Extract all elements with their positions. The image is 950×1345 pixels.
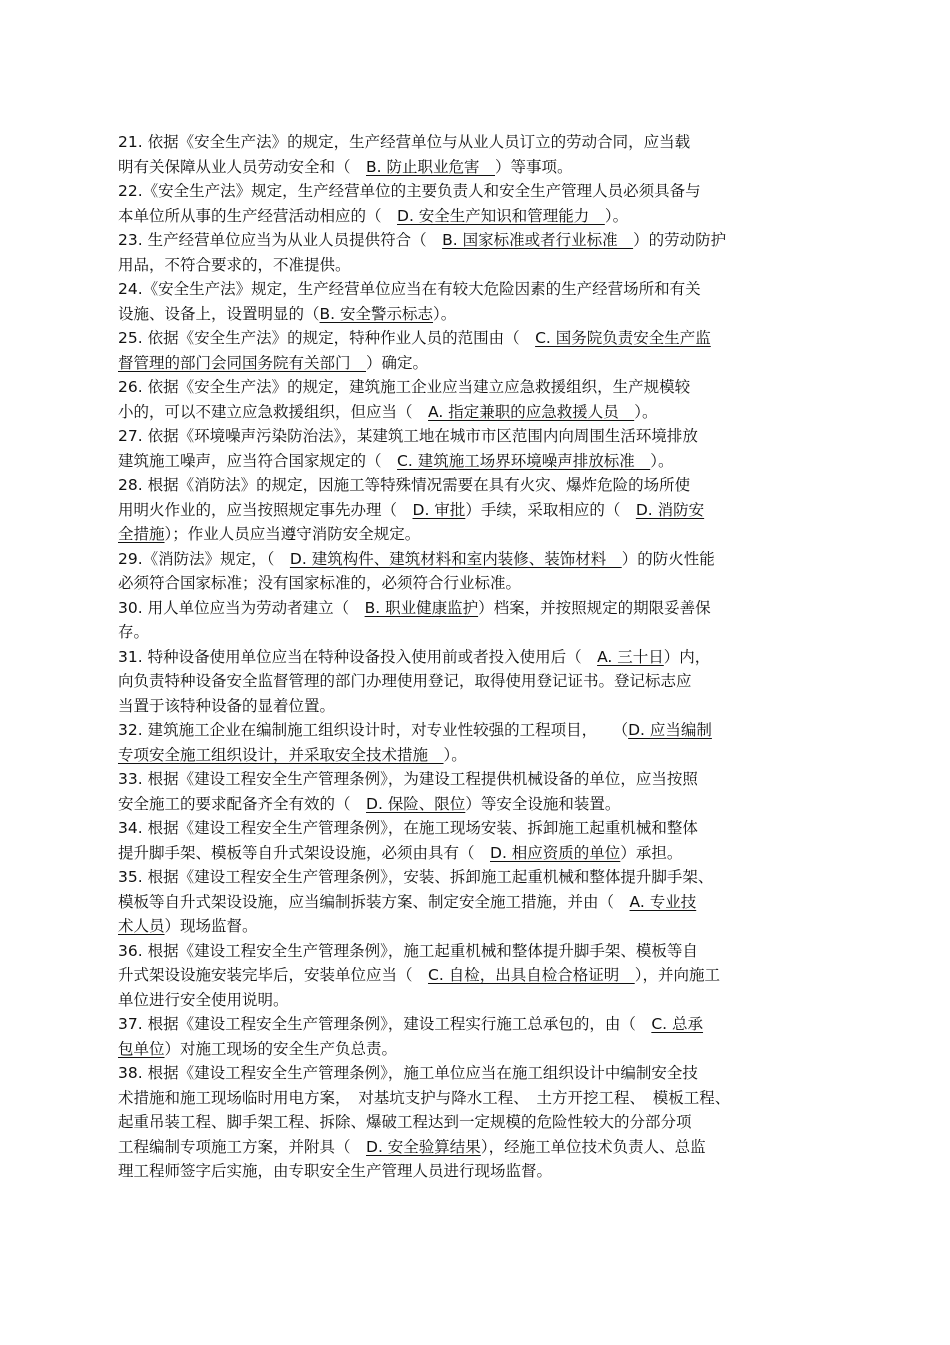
answer-text: D. 保险、限位: [366, 794, 466, 813]
question-text: 22.《安全生产法》规定，生产经营单位的主要负责人和安全生产管理人员必须具备与: [118, 182, 701, 200]
question-text: 36. 根据《建设工程安全生产管理条例》，施工起重机械和整体提升脚手架、模板等自: [118, 941, 698, 960]
question-36: [118, 939, 834, 1013]
question-29: [118, 547, 834, 596]
question-line: [118, 130, 834, 155]
question-line: [118, 571, 834, 596]
question-text: 提升脚手架、模板等自升式架设设施，必须由具有（: [118, 843, 491, 862]
question-text: ）。: [604, 206, 629, 225]
question-25: [118, 326, 834, 375]
question-line: [118, 792, 834, 817]
question-text: ）等安全设施和装置。: [465, 794, 621, 813]
question-line: [118, 1086, 834, 1111]
question-text: 升式架设设施安装完毕后，安装单位应当（: [118, 966, 429, 984]
question-line: [118, 1037, 834, 1062]
question-text: 23. 生产经营单位应当为从业人员提供符合（: [118, 231, 443, 249]
answer-text: D. 消防安: [635, 500, 705, 519]
question-line: [118, 228, 834, 253]
question-text: 31. 特种设备使用单位应当在特种设备投入使用前或者投入使用后（: [118, 647, 598, 666]
question-text: 本单位所从事的生产经营活动相应的（: [118, 206, 398, 225]
question-line: [118, 743, 834, 768]
answer-text: B. 防止职业危害: [366, 157, 496, 176]
question-line: [118, 547, 834, 572]
question-text: 28. 根据《消防法》的规定，因施工等特殊情况需要在具有火灾、爆炸危险的场所使: [118, 476, 691, 494]
question-line: [118, 963, 834, 988]
question-text: 35. 根据《建设工程安全生产管理条例》，安装、拆卸施工起重机械和整体提升脚手架、: [118, 868, 714, 886]
question-35: [118, 865, 834, 939]
answer-text: C. 自检，出具自检合格证明: [428, 966, 635, 984]
question-line: [118, 473, 834, 498]
question-text: ）对施工现场的安全生产负总责。: [164, 1039, 398, 1058]
question-text: 34. 根据《建设工程安全生产管理条例》，在施工现场安装、拆卸施工起重机械和整体: [118, 819, 698, 837]
answer-text: 专项安全施工组织设计，并采取安全技术措施: [118, 745, 444, 764]
question-line: [118, 1061, 834, 1086]
question-line: [118, 522, 834, 547]
question-text: 当置于该特种设备的显着位置。: [118, 696, 336, 715]
question-line: [118, 914, 834, 939]
question-text: 起重吊装工程、脚手架工程、拆除、爆破工程达到一定规模的危险性较大的分部分项: [118, 1113, 692, 1131]
question-line: [118, 718, 834, 743]
question-text: 37. 根据《建设工程安全生产管理条例》，建设工程实行施工总承包的，由（: [118, 1015, 652, 1033]
question-text: 27. 依据《环境噪声污染防治法》，某建筑工地在城市市区范围内向周围生活环境排放: [118, 427, 698, 445]
question-list: [118, 130, 834, 1184]
question-text: ）。: [433, 304, 457, 323]
question-line: [118, 669, 834, 694]
question-line: [118, 694, 834, 719]
question-text: ）档案，并按照规定的期限妥善保: [478, 598, 711, 617]
question-line: [118, 841, 834, 866]
question-38: [118, 1061, 834, 1184]
question-text: 安全施工的要求配备齐全有效的（: [118, 794, 367, 813]
question-33: [118, 767, 834, 816]
answer-text: A. 专业技: [629, 892, 697, 911]
question-line: [118, 277, 834, 302]
question-text: 小的，可以不建立应急救援组织，但应当（: [118, 402, 429, 421]
question-text: ）的防火性能: [621, 549, 715, 568]
answer-text: 督管理的部门会同国务院有关部门: [118, 353, 367, 372]
question-text: 26. 依据《安全生产法》的规定，建筑施工企业应当建立应急救援组织，生产规模较: [118, 378, 691, 396]
question-21: [118, 130, 834, 179]
answer-text: D. 应当编制: [628, 721, 712, 739]
answer-text: C. 总承: [651, 1015, 704, 1033]
question-line: [118, 1110, 834, 1135]
question-text: ）的劳动防护: [633, 231, 727, 249]
question-30: [118, 596, 834, 645]
question-line: [118, 1012, 834, 1037]
question-text: 工程编制专项施工方案，并附具（: [118, 1137, 367, 1156]
question-37: [118, 1012, 834, 1061]
question-34: [118, 816, 834, 865]
answer-text: A. 三十日: [597, 647, 664, 666]
question-text: 理工程师签字后实施，由专职安全生产管理人员进行现场监督。: [118, 1162, 553, 1180]
question-line: [118, 179, 834, 204]
question-line: [118, 1135, 834, 1160]
question-text: 用品，不符合要求的，不准提供。: [118, 255, 351, 274]
question-text: 单位进行安全使用说明。: [118, 990, 289, 1009]
question-text: ）；作业人员应当遵守消防安全规定。: [164, 525, 421, 543]
question-text: 存。: [118, 623, 150, 641]
question-text: 21. 依据《安全生产法》的规定，生产经营单位与从业人员订立的劳动合同，应当载: [118, 133, 691, 151]
question-line: [118, 988, 834, 1013]
question-text: ），并向施工: [634, 966, 720, 984]
question-text: ），经施工单位技术负责人、总监: [480, 1137, 706, 1156]
question-line: [118, 939, 834, 964]
answer-text: D. 安全验算结果: [366, 1137, 481, 1156]
answer-text: D. 安全生产知识和管理能力: [397, 206, 605, 225]
answer-text: D. 建筑构件、建筑材料和室内装修、装饰材料: [289, 549, 622, 568]
answer-text: C. 建筑施工场界环境噪声排放标准: [397, 451, 651, 470]
question-22: [118, 179, 834, 228]
question-text: ）现场监督。: [164, 917, 258, 935]
question-line: [118, 620, 834, 645]
question-line: [118, 767, 834, 792]
question-26: [118, 375, 834, 424]
question-text: 向负责特种设备安全监督管理的部门办理使用登记，取得使用登记证书。登记标志应: [118, 672, 692, 690]
question-text: 29.《消防法》规定，（: [118, 549, 290, 568]
answer-text: B. 国家标准或者行业标准: [442, 231, 634, 249]
question-text: 32. 建筑施工企业在编制施工组织设计时，对专业性较强的工程项目， （: [118, 721, 629, 739]
question-line: [118, 400, 834, 425]
question-text: ）。: [634, 402, 658, 421]
answer-text: D. 相应资质的单位: [490, 843, 621, 862]
answer-text: D. 审批: [412, 500, 466, 519]
question-line: [118, 596, 834, 621]
question-line: [118, 155, 834, 180]
question-line: [118, 253, 834, 278]
question-line: [118, 424, 834, 449]
question-line: [118, 302, 834, 327]
answer-text: 全措施: [118, 525, 165, 543]
question-24: [118, 277, 834, 326]
question-23: [118, 228, 834, 277]
question-text: 必须符合国家标准；没有国家标准的，必须符合行业标准。: [118, 574, 522, 592]
question-text: 设施、设备上，设置明显的（: [118, 304, 320, 323]
answer-text: 包单位: [118, 1039, 165, 1058]
question-text: 30. 用人单位应当为劳动者建立（: [118, 598, 365, 617]
question-31: [118, 645, 834, 719]
question-text: 明有关保障从业人员劳动安全和（: [118, 157, 367, 176]
answer-text: 术人员: [118, 917, 165, 935]
question-line: [118, 326, 834, 351]
question-text: 模板等自升式架设设施，应当编制拆装方案、制定安全施工措施，并由（: [118, 892, 630, 911]
question-text: ）内，: [663, 647, 711, 666]
answer-text: B. 安全警示标志: [319, 304, 434, 323]
question-28: [118, 473, 834, 547]
question-line: [118, 816, 834, 841]
question-text: 用明火作业的，应当按照规定事先办理（: [118, 500, 413, 519]
question-text: ）确定。: [366, 353, 429, 372]
question-line: [118, 645, 834, 670]
answer-text: A. 指定兼职的应急救援人员: [428, 402, 635, 421]
answer-text: B. 职业健康监护: [364, 598, 479, 617]
answer-text: C. 国务院负责安全生产监: [535, 329, 711, 347]
question-text: ）。: [650, 451, 674, 470]
question-text: 33. 根据《建设工程安全生产管理条例》，为建设工程提供机械设备的单位，应当按照: [118, 770, 698, 788]
question-text: 25. 依据《安全生产法》的规定，特种作业人员的范围由（: [118, 329, 536, 347]
question-text: ）承担。: [620, 843, 683, 862]
question-text: ）。: [443, 745, 467, 764]
question-line: [118, 351, 834, 376]
question-27: [118, 424, 834, 473]
question-text: 38. 根据《建设工程安全生产管理条例》，施工单位应当在施工组织设计中编制安全技: [118, 1064, 698, 1082]
question-line: [118, 449, 834, 474]
question-line: [118, 204, 834, 229]
question-text: ）手续，采取相应的（: [465, 500, 636, 519]
question-text: 24.《安全生产法》规定，生产经营单位应当在有较大危险因素的生产经营场所和有关: [118, 280, 701, 298]
question-text: 建筑施工噪声，应当符合国家规定的（: [118, 451, 398, 470]
question-line: [118, 498, 834, 523]
question-line: [118, 375, 834, 400]
question-text: 术措施和施工现场临时用电方案， 对基坑支护与降水工程、 土方开挖工程、 模板工程、: [118, 1088, 731, 1107]
question-32: [118, 718, 834, 767]
question-line: [118, 1159, 834, 1184]
question-line: [118, 890, 834, 915]
question-text: ）等事项。: [495, 157, 573, 176]
question-line: [118, 865, 834, 890]
